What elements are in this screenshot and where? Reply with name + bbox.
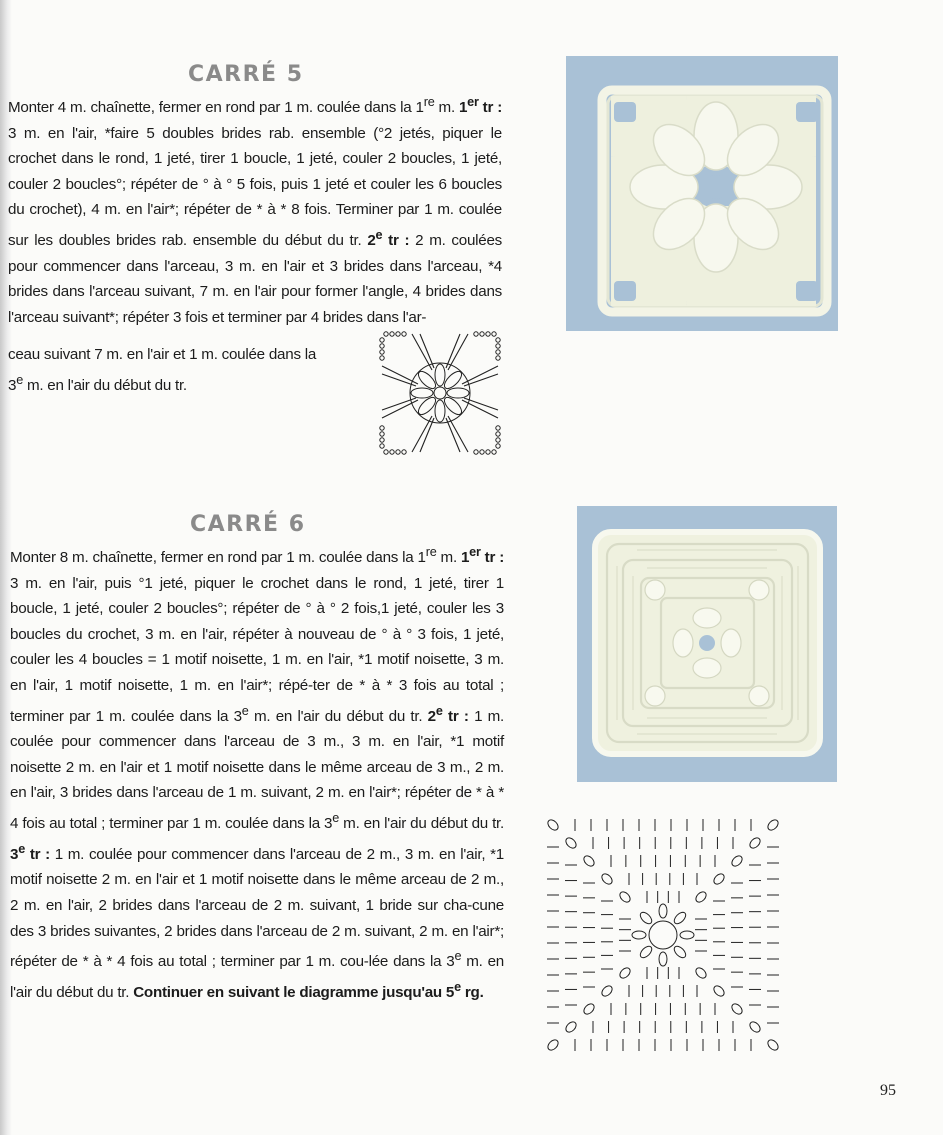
carre-6-title: CARRÉ 6	[190, 512, 306, 537]
carre-6-instructions: Monter 8 m. chaînette, fermer en rond par 1 m. coulée dans la 1re m. 1er tr : 3 m. en l'air, puis °1 jeté, piquer le crochet dans le rond, 1 jeté, tirer 1 boucle, 1 jeté, couler 2 boucles°; répéter de ° à ° 2 fois,1 jeté, couler les 3 boucles du crochet, 3 m. en l'air, répéter à nouveau de ° à ° 3 fois, 1 jeté, couler les 4 boucles = 1 motif noisette, 1 m. en l'air, *1 motif noisette, 3 m. en l'air, 1 motif noisette, 1 m. en l'air*; répé-ter de * à * 3 fois au total ; terminer par 1 m. coulée dans la 3e m. en l'air du début du tr. 2e tr : 1 m. coulée pour commencer dans l'arceau de 3 m., 3 m. en l'air, *1 motif noisette 2 m. en l'air et 1 motif noisette dans le même arceau de 3 m., 2 m. en l'air, 3 brides dans l'arceau de 1 m. suivant, 2 m. en l'air*; répéter de * à * 4 fois au total ; terminer par 1 m. coulée dans la 3e m. en l'air du début du tr. 3e tr : 1 m. coulée pour commencer dans l'arceau de 2 m., 3 m. en l'air, *1 motif noisette 2 m. en l'air et 1 motif noisette dans le même arceau de 2 m., 2 m. en l'air, 2 brides dans l'arceau de 2 m. suivant, 1 bride sur cha-cune des 3 brides suivantes, 2 brides dans l'arceau de 2 m. suivant, 2 m. en l'air*; répéter de * à * 4 fois au total ; terminer par 1 m. cou-lée dans la 3e m. en l'air du début du tr. Continuer en suivant le diagramme jusqu'au 5e rg.	[10, 545, 505, 1001]
page-number: 95	[880, 1082, 896, 1099]
carre-5-crochet-diagram	[372, 324, 508, 460]
carre-6-photo	[577, 506, 837, 782]
carre-5-instructions-end: ceau suivant 7 m. en l'air et 1 m. coulée dans la 3e m. en l'air du début du tr.	[8, 346, 317, 394]
carre-5-title: CARRÉ 5	[188, 62, 304, 87]
carre-6-crochet-diagram	[540, 812, 786, 1058]
carre-5-photo	[566, 56, 838, 331]
carre-5-instructions-main: Monter 4 m. chaînette, fermer en rond par 1 m. coulée dans la 1re m. 1er tr : 3 m. en l'air, *faire 5 doubles brides rab. ensemble (°2 jetés, piquer le crochet dans le rond, 1 jeté, tirer 1 boucle, 1 jeté, couler 2 boucles, 1 jeté, couler 2 boucles°; répéter de ° à ° 5 fois, puis 1 jeté et couler les 6 boucles du crochet), 4 m. en l'air*; répéter de * à * 8 fois. Terminer par 1 m. coulée sur les doubles brides rab. ensemble du début du tr. 2e tr : 2 m. coulées pour commencer dans l'arceau, 3 m. en l'air et 3 brides dans l'arceau, *4 brides dans l'arceau suivant, 7 m. en l'air pour former l'angle, 4 brides dans l'arceau suivant*; répéter 3 fois et terminer par 4 brides dans l'ar-	[8, 95, 503, 326]
